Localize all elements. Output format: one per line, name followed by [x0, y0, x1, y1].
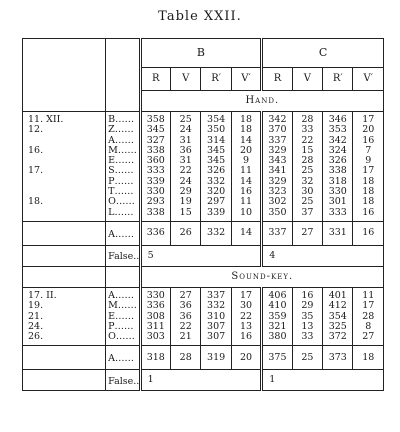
subject-cell [106, 287, 140, 345]
value: 345 [207, 144, 226, 156]
subject-letter: M [108, 144, 118, 156]
subject-letter: O [108, 196, 116, 208]
average-row [23, 346, 384, 370]
value: 332 [207, 175, 226, 187]
value: 337 [207, 289, 226, 301]
value-column-cell [323, 287, 353, 345]
value: 346 [328, 114, 347, 125]
value: 16 [239, 331, 253, 343]
subject-column-header [106, 39, 140, 112]
group-header-row [23, 39, 384, 68]
value: 7 [365, 144, 372, 156]
value: 36 [179, 300, 192, 312]
average-value: 336 [140, 221, 170, 245]
value: 21 [179, 331, 192, 343]
data-block-row [23, 287, 384, 345]
value: 20 [362, 124, 375, 136]
value: 410 [268, 300, 287, 312]
blank-cell [23, 370, 106, 391]
column-header: V′ [231, 68, 261, 91]
subject-label: O…… [108, 331, 135, 343]
subject-letter: L [108, 206, 115, 218]
average-value: 375 [262, 346, 292, 370]
average-value: 26 [171, 221, 201, 245]
date-label [28, 208, 105, 218]
value: 14 [239, 175, 253, 187]
value: 17 [362, 300, 375, 312]
value: 25 [301, 165, 314, 177]
value: 359 [268, 310, 287, 322]
value: 24 [179, 124, 192, 136]
subject-label: A…… [108, 134, 134, 146]
value: 16 [362, 134, 375, 146]
average-label: A [108, 353, 115, 365]
value: 22 [301, 134, 314, 146]
blank-cell [23, 346, 106, 370]
value: 25 [179, 114, 192, 125]
column-header: V [292, 68, 322, 91]
table-caption: Table XXII. [158, 9, 242, 24]
value: 36 [179, 144, 192, 156]
value: 339 [207, 206, 226, 218]
subject-letter: P [108, 175, 115, 187]
subject-letter: S [108, 165, 115, 177]
blank-cell [23, 221, 106, 245]
value: 311 [146, 320, 165, 332]
false-count-c: 1 [262, 370, 384, 391]
value: 15 [301, 144, 314, 156]
subject-label: E…… [108, 310, 135, 322]
value: 343 [268, 155, 287, 167]
value: 297 [207, 196, 226, 208]
value: 332 [207, 300, 226, 312]
value-column-cell [231, 287, 261, 345]
data-table [22, 38, 384, 391]
value: 337 [268, 134, 287, 146]
value: 338 [146, 144, 165, 156]
value: 18 [239, 124, 253, 136]
false-label-cell: False.. [106, 370, 140, 391]
subject-letter: P [108, 320, 115, 332]
group-c-header: C [262, 39, 384, 68]
value-column-cell [353, 287, 384, 345]
value: 338 [146, 206, 165, 218]
date-label [28, 177, 105, 187]
value: 345 [207, 155, 226, 167]
section-title-row [23, 266, 384, 287]
value: 372 [328, 331, 347, 343]
blank-cell [23, 266, 106, 287]
value-column-cell [231, 112, 261, 222]
value: 28 [301, 155, 314, 167]
value: 17 [362, 114, 375, 125]
value-column-cell [262, 112, 292, 222]
blank-cell [23, 245, 106, 266]
value: 25 [301, 196, 314, 208]
subject-letter: M [108, 300, 118, 312]
value: 17 [362, 165, 375, 177]
value-column-cell [292, 287, 322, 345]
column-header: R [262, 68, 292, 91]
value: 326 [207, 165, 226, 177]
value: 22 [179, 165, 192, 177]
value: 350 [268, 206, 287, 218]
average-label: A [108, 228, 115, 240]
value: 301 [328, 196, 347, 208]
data-block-row [23, 112, 384, 222]
false-count-c: 4 [262, 245, 384, 266]
section-title: Hand. [140, 91, 383, 112]
average-value: 27 [292, 221, 322, 245]
value: 27 [179, 289, 192, 301]
subject-letter: Z [108, 124, 115, 136]
value-column-cell [353, 112, 384, 222]
value: 360 [146, 155, 165, 167]
subject-letter: A [108, 134, 115, 146]
value: 339 [146, 175, 165, 187]
value: 342 [268, 114, 287, 125]
average-value: 318 [140, 346, 170, 370]
value: 18 [239, 114, 253, 125]
value: 333 [146, 165, 165, 177]
value: 370 [268, 124, 287, 136]
value: 18 [362, 186, 375, 198]
value: 16 [301, 289, 314, 301]
value: 330 [146, 186, 165, 198]
column-header: R [140, 68, 170, 91]
value: 341 [268, 165, 287, 177]
value: 29 [179, 186, 192, 198]
value: 37 [301, 206, 314, 218]
value: 10 [239, 206, 253, 218]
value: 28 [362, 310, 375, 322]
subject-label: P…… [108, 320, 134, 332]
average-value: 373 [323, 346, 353, 370]
subject-letter: E [108, 155, 116, 167]
date-label: 12. [28, 124, 44, 136]
value-column-cell [201, 287, 231, 345]
false-count-b: 1 [140, 370, 262, 391]
value: 15 [179, 206, 192, 218]
average-label-cell: A…… [106, 346, 140, 370]
subject-label: A…… [108, 289, 134, 301]
value: 354 [328, 310, 347, 322]
date-label: 17. II. [28, 289, 57, 301]
value: 333 [328, 206, 347, 218]
value: 321 [268, 320, 287, 332]
average-value: 28 [171, 346, 201, 370]
false-label: False [108, 375, 134, 387]
date-label: 17. [28, 165, 44, 177]
false-row [23, 370, 384, 391]
subject-label: O…… [108, 196, 135, 208]
value: 29 [301, 300, 314, 312]
value: 308 [146, 310, 165, 322]
value: 18 [362, 196, 375, 208]
value: 325 [328, 320, 347, 332]
value: 31 [179, 155, 192, 167]
false-label: False [108, 251, 134, 263]
subject-letter: A [108, 289, 115, 301]
average-value: 20 [231, 346, 261, 370]
group-b-header: B [140, 39, 262, 68]
value-column-cell [171, 112, 201, 222]
date-label: 18. [28, 196, 44, 208]
subject-label: E…… [108, 155, 135, 167]
value: 330 [146, 289, 165, 301]
value: 19 [179, 196, 192, 208]
column-header: R′ [323, 68, 353, 91]
value-column-cell [140, 287, 170, 345]
value: 318 [328, 175, 347, 187]
value: 16 [239, 186, 253, 198]
value: 11 [362, 289, 375, 301]
value: 320 [207, 186, 226, 198]
value: 342 [328, 134, 347, 146]
value: 20 [239, 144, 253, 156]
subject-cell [106, 112, 140, 222]
value: 27 [362, 331, 375, 343]
subject-letter: B [108, 114, 116, 125]
value: 314 [207, 134, 226, 146]
date-column-header [23, 39, 106, 112]
value: 345 [146, 124, 165, 136]
value: 412 [328, 300, 347, 312]
average-value: 25 [292, 346, 322, 370]
date-label: 26. [28, 331, 44, 343]
false-row [23, 245, 384, 266]
blank-cell [106, 266, 140, 287]
value: 11 [239, 196, 253, 208]
average-value: 332 [201, 221, 231, 245]
subject-label: L…… [108, 206, 134, 218]
date-label: 16. [28, 144, 44, 156]
value: 33 [301, 124, 314, 136]
value: 323 [268, 186, 287, 198]
value: 336 [146, 300, 165, 312]
column-header: R′ [201, 68, 231, 91]
value: 350 [207, 124, 226, 136]
date-label: 21. [28, 310, 44, 322]
value: 22 [239, 310, 253, 322]
value: 13 [301, 320, 314, 332]
value: 24 [179, 175, 192, 187]
column-header: V [171, 68, 201, 91]
subject-label: P…… [108, 175, 134, 187]
subject-label: S…… [108, 165, 134, 177]
value: 354 [207, 114, 226, 125]
value: 329 [268, 144, 287, 156]
value: 16 [362, 206, 375, 218]
column-header: V′ [353, 68, 384, 91]
value: 31 [179, 134, 192, 146]
average-value: 16 [353, 221, 384, 245]
date-cell [23, 112, 106, 222]
value: 9 [243, 155, 250, 167]
average-value: 337 [262, 221, 292, 245]
date-label: 11. XII. [28, 114, 64, 125]
value: 327 [146, 134, 165, 146]
value: 307 [207, 331, 226, 343]
date-cell [23, 287, 106, 345]
value: 9 [365, 155, 372, 167]
subject-letter: O [108, 331, 116, 343]
value: 14 [239, 134, 253, 146]
value: 326 [328, 155, 347, 167]
value: 28 [301, 114, 314, 125]
value: 406 [268, 289, 287, 301]
value: 330 [328, 186, 347, 198]
value: 302 [268, 196, 287, 208]
value-column-cell [171, 287, 201, 345]
value: 303 [146, 331, 165, 343]
value: 401 [328, 289, 347, 301]
value: 30 [239, 300, 253, 312]
value-column-cell [323, 112, 353, 222]
value: 22 [179, 320, 192, 332]
value: 32 [301, 175, 314, 187]
subject-letter: E [108, 310, 116, 322]
value-column-cell [201, 112, 231, 222]
average-value: 319 [201, 346, 231, 370]
date-label: 24. [28, 320, 44, 332]
value: 329 [268, 175, 287, 187]
average-row [23, 221, 384, 245]
value: 338 [328, 165, 347, 177]
subject-label: Z…… [108, 124, 134, 136]
average-value: 14 [231, 221, 261, 245]
section-title: Sound-key. [140, 266, 383, 287]
subject-label: B…… [108, 114, 135, 125]
value: 18 [362, 175, 375, 187]
value: 30 [301, 186, 314, 198]
value: 358 [146, 114, 165, 125]
value: 307 [207, 320, 226, 332]
value: 13 [239, 320, 253, 332]
value: 293 [146, 196, 165, 208]
value: 36 [179, 310, 192, 322]
value: 33 [301, 331, 314, 343]
false-count-b: 5 [140, 245, 262, 266]
average-value: 18 [353, 346, 384, 370]
value-column-cell [292, 112, 322, 222]
average-value: 331 [323, 221, 353, 245]
value: 35 [301, 310, 314, 322]
value: 324 [328, 144, 347, 156]
value: 310 [207, 310, 226, 322]
subject-letter: T [108, 186, 115, 198]
value: 353 [328, 124, 347, 136]
value-column-cell [140, 112, 170, 222]
value: 380 [268, 331, 287, 343]
value: 17 [239, 289, 253, 301]
average-label-cell: A…… [106, 221, 140, 245]
subject-label: T…… [108, 186, 134, 198]
value: 8 [365, 320, 372, 332]
false-label-cell: False.. [106, 245, 140, 266]
subject-label: M…… [108, 300, 137, 312]
subject-label: M…… [108, 144, 137, 156]
date-label: 19. [28, 300, 44, 312]
value-column-cell [262, 287, 292, 345]
value: 11 [239, 165, 253, 177]
